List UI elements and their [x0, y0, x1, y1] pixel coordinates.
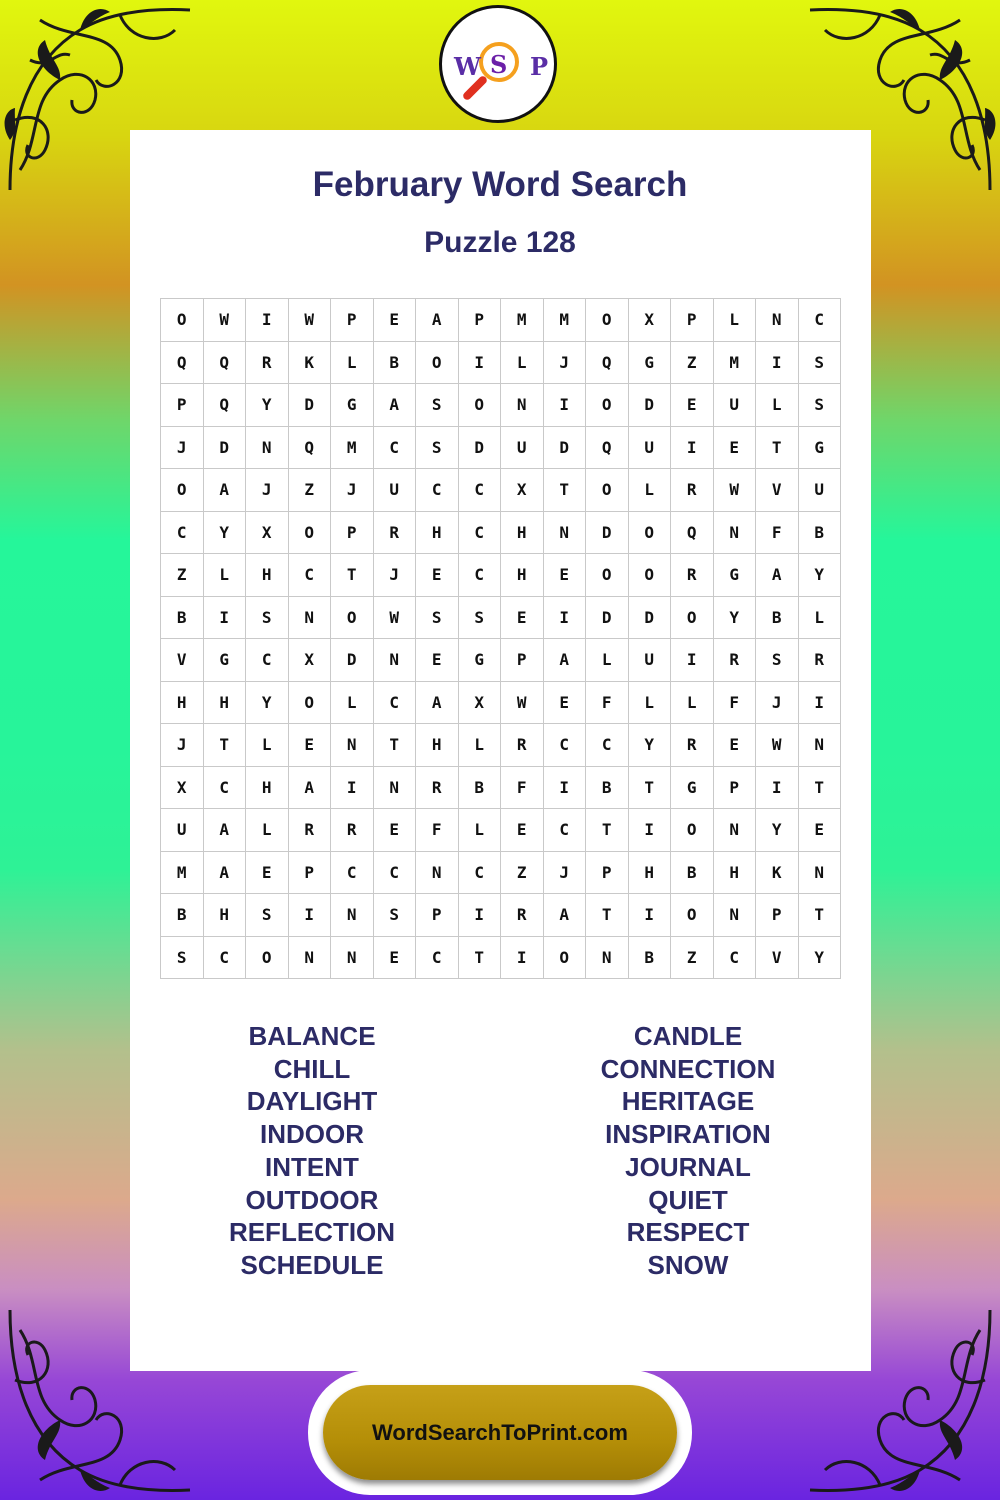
grid-cell[interactable]: O — [586, 469, 629, 512]
grid-cell[interactable]: H — [204, 682, 247, 725]
grid-cell[interactable]: H — [246, 554, 289, 597]
grid-cell[interactable]: R — [714, 639, 757, 682]
grid-cell[interactable]: I — [289, 894, 332, 937]
grid-cell[interactable]: R — [671, 724, 714, 767]
grid-cell[interactable]: O — [289, 682, 332, 725]
grid-cell[interactable]: D — [629, 384, 672, 427]
grid-cell[interactable]: R — [416, 767, 459, 810]
grid-cell[interactable]: L — [586, 639, 629, 682]
grid-cell[interactable]: J — [544, 342, 587, 385]
grid-cell[interactable]: L — [204, 554, 247, 597]
grid-cell[interactable]: M — [501, 299, 544, 342]
grid-cell[interactable]: Q — [289, 427, 332, 470]
word-list-item: BALANCE — [248, 1021, 376, 1051]
grid-cell[interactable]: H — [501, 554, 544, 597]
grid-cell[interactable]: O — [586, 299, 629, 342]
word-list-item: INDOOR — [260, 1119, 364, 1150]
grid-cell[interactable]: Y — [714, 597, 757, 640]
grid-cell[interactable]: R — [799, 639, 842, 682]
grid-cell[interactable]: X — [289, 639, 332, 682]
grid-cell[interactable]: G — [629, 342, 672, 385]
grid-cell[interactable]: I — [799, 682, 842, 725]
grid-cell[interactable]: P — [161, 384, 204, 427]
grid-cell[interactable]: Y — [204, 512, 247, 555]
grid-cell[interactable]: E — [374, 809, 417, 852]
grid-cell[interactable]: A — [204, 852, 247, 895]
grid-cell[interactable]: H — [501, 512, 544, 555]
grid-cell[interactable]: A — [416, 299, 459, 342]
grid-cell[interactable]: M — [544, 299, 587, 342]
grid-cell[interactable]: Q — [161, 342, 204, 385]
grid-cell[interactable]: C — [544, 724, 587, 767]
grid-cell[interactable]: U — [161, 809, 204, 852]
grid-cell[interactable]: E — [374, 299, 417, 342]
grid-cell[interactable]: N — [714, 894, 757, 937]
grid-cell[interactable]: J — [161, 724, 204, 767]
grid-cell[interactable]: T — [756, 427, 799, 470]
grid-cell[interactable]: M — [331, 427, 374, 470]
grid-cell[interactable]: N — [289, 937, 332, 980]
site-link-label: WordSearchToPrint.com — [372, 1419, 628, 1445]
grid-cell[interactable]: T — [629, 767, 672, 810]
grid-cell[interactable]: O — [671, 894, 714, 937]
logo-letter-p: P — [530, 52, 549, 81]
grid-cell[interactable]: B — [161, 597, 204, 640]
grid-cell[interactable]: P — [714, 767, 757, 810]
grid-cell[interactable]: G — [331, 384, 374, 427]
grid-cell[interactable]: I — [671, 427, 714, 470]
grid-cell[interactable]: I — [331, 767, 374, 810]
grid-cell[interactable]: X — [629, 299, 672, 342]
grid-cell[interactable]: P — [756, 894, 799, 937]
grid-cell[interactable]: C — [416, 937, 459, 980]
grid-cell[interactable]: N — [501, 384, 544, 427]
grid-cell[interactable]: I — [756, 342, 799, 385]
grid-cell[interactable]: R — [671, 469, 714, 512]
grid-cell[interactable]: T — [586, 894, 629, 937]
grid-cell[interactable]: P — [501, 639, 544, 682]
grid-cell[interactable]: W — [756, 724, 799, 767]
grid-cell[interactable]: F — [714, 682, 757, 725]
grid-cell[interactable]: N — [586, 937, 629, 980]
grid-cell[interactable]: A — [374, 384, 417, 427]
grid-cell[interactable]: X — [161, 767, 204, 810]
grid-cell[interactable]: Q — [671, 512, 714, 555]
grid-cell[interactable]: B — [756, 597, 799, 640]
grid-cell[interactable]: E — [501, 597, 544, 640]
grid-cell[interactable]: O — [161, 299, 204, 342]
grid-cell[interactable]: W — [289, 299, 332, 342]
grid-cell[interactable]: I — [671, 639, 714, 682]
grid-cell[interactable]: M — [161, 852, 204, 895]
grid-cell[interactable]: L — [714, 299, 757, 342]
grid-cell[interactable]: E — [799, 809, 842, 852]
grid-cell[interactable]: P — [289, 852, 332, 895]
grid-cell[interactable]: R — [331, 809, 374, 852]
logo-letter-w: W — [454, 52, 481, 81]
grid-cell[interactable]: F — [586, 682, 629, 725]
grid-cell[interactable]: I — [246, 299, 289, 342]
grid-cell[interactable]: S — [799, 384, 842, 427]
grid-cell[interactable]: R — [671, 554, 714, 597]
grid-cell[interactable]: A — [416, 682, 459, 725]
grid-cell[interactable]: Y — [799, 554, 842, 597]
grid-cell[interactable]: M — [714, 342, 757, 385]
grid-cell[interactable]: C — [714, 937, 757, 980]
grid-cell[interactable]: C — [459, 512, 502, 555]
grid-cell[interactable]: H — [416, 512, 459, 555]
grid-cell[interactable]: I — [629, 809, 672, 852]
grid-cell[interactable]: C — [416, 469, 459, 512]
grid-cell[interactable]: S — [246, 597, 289, 640]
grid-cell[interactable]: E — [544, 682, 587, 725]
grid-cell[interactable]: N — [416, 852, 459, 895]
grid-cell[interactable]: J — [374, 554, 417, 597]
grid-cell[interactable]: V — [756, 469, 799, 512]
grid-cell[interactable]: U — [374, 469, 417, 512]
grid-cell[interactable]: T — [586, 809, 629, 852]
grid-cell[interactable]: L — [246, 809, 289, 852]
grid-cell[interactable]: C — [204, 767, 247, 810]
grid-cell[interactable]: H — [204, 894, 247, 937]
grid-cell[interactable]: J — [161, 427, 204, 470]
grid-cell[interactable]: B — [586, 767, 629, 810]
grid-cell[interactable]: Z — [501, 852, 544, 895]
grid-cell[interactable]: T — [799, 894, 842, 937]
grid-cell[interactable]: H — [629, 852, 672, 895]
grid-cell[interactable]: T — [544, 469, 587, 512]
word-list-item: REFLECTION — [228, 1217, 396, 1248]
grid-cell[interactable]: G — [799, 427, 842, 470]
grid-cell[interactable]: C — [374, 682, 417, 725]
grid-cell[interactable]: D — [289, 384, 332, 427]
grid-cell[interactable]: D — [459, 427, 502, 470]
grid-cell[interactable]: W — [501, 682, 544, 725]
grid-cell[interactable]: I — [544, 384, 587, 427]
grid-cell[interactable]: Y — [246, 682, 289, 725]
grid-cell[interactable]: T — [204, 724, 247, 767]
page-title: February Word Search — [312, 165, 688, 204]
grid-cell[interactable]: Q — [204, 384, 247, 427]
grid-cell[interactable]: S — [416, 384, 459, 427]
grid-cell[interactable]: S — [246, 894, 289, 937]
grid-cell[interactable]: B — [374, 342, 417, 385]
grid-cell[interactable]: Q — [586, 427, 629, 470]
grid-cell[interactable]: O — [544, 937, 587, 980]
grid-cell[interactable]: D — [544, 427, 587, 470]
grid-cell[interactable]: L — [331, 342, 374, 385]
grid-cell[interactable]: D — [586, 597, 629, 640]
grid-cell[interactable]: O — [161, 469, 204, 512]
grid-cell[interactable]: U — [799, 469, 842, 512]
grid-cell[interactable]: N — [331, 937, 374, 980]
grid-cell[interactable]: F — [501, 767, 544, 810]
grid-cell[interactable]: O — [289, 512, 332, 555]
grid-cell[interactable]: E — [671, 384, 714, 427]
grid-cell[interactable]: E — [246, 852, 289, 895]
grid-cell[interactable]: O — [671, 809, 714, 852]
grid-cell[interactable]: Q — [204, 342, 247, 385]
grid-cell[interactable]: J — [246, 469, 289, 512]
word-list-item: CANDLE — [633, 1021, 743, 1051]
grid-cell[interactable]: J — [331, 469, 374, 512]
grid-cell[interactable]: S — [374, 894, 417, 937]
grid-cell[interactable]: C — [204, 937, 247, 980]
grid-cell[interactable]: C — [586, 724, 629, 767]
grid-cell[interactable]: F — [756, 512, 799, 555]
grid-cell[interactable]: G — [714, 554, 757, 597]
grid-cell[interactable]: L — [331, 682, 374, 725]
grid-cell[interactable]: O — [246, 937, 289, 980]
grid-cell[interactable]: N — [714, 809, 757, 852]
grid-cell[interactable]: E — [416, 554, 459, 597]
grid-cell[interactable]: O — [586, 384, 629, 427]
grid-cell[interactable]: F — [416, 809, 459, 852]
grid-cell[interactable]: G — [671, 767, 714, 810]
grid-cell[interactable]: A — [544, 639, 587, 682]
grid-cell[interactable]: B — [161, 894, 204, 937]
grid-cell[interactable]: Y — [629, 724, 672, 767]
grid-cell[interactable]: H — [416, 724, 459, 767]
grid-cell[interactable]: I — [544, 597, 587, 640]
grid-cell[interactable]: I — [544, 767, 587, 810]
grid-cell[interactable]: L — [671, 682, 714, 725]
grid-cell[interactable]: N — [374, 639, 417, 682]
grid-cell[interactable]: I — [756, 767, 799, 810]
grid-cell[interactable]: I — [459, 342, 502, 385]
grid-cell[interactable]: H — [161, 682, 204, 725]
grid-cell[interactable]: T — [799, 767, 842, 810]
grid-cell[interactable]: B — [671, 852, 714, 895]
grid-cell[interactable]: N — [799, 724, 842, 767]
grid-cell[interactable]: Y — [756, 809, 799, 852]
grid-cell[interactable]: E — [714, 724, 757, 767]
grid-cell[interactable]: O — [629, 512, 672, 555]
grid-cell[interactable]: L — [629, 682, 672, 725]
grid-cell[interactable]: B — [459, 767, 502, 810]
word-list-item: CHILL — [273, 1053, 351, 1084]
grid-cell[interactable]: S — [799, 342, 842, 385]
puzzle-number: Puzzle 128 — [424, 226, 576, 259]
site-link-button[interactable] — [323, 1385, 677, 1480]
word-list-left — [162, 1020, 462, 1282]
word-list-item: INTENT — [265, 1151, 359, 1182]
grid-cell[interactable]: D — [586, 512, 629, 555]
grid-cell[interactable]: R — [374, 512, 417, 555]
grid-cell[interactable]: L — [459, 809, 502, 852]
grid-cell[interactable]: E — [714, 427, 757, 470]
grid-cell[interactable]: A — [544, 894, 587, 937]
grid-cell[interactable]: O — [331, 597, 374, 640]
word-list-item: DAYLIGHT — [246, 1086, 378, 1117]
grid-cell[interactable]: Y — [799, 937, 842, 980]
grid-cell[interactable]: N — [331, 894, 374, 937]
grid-cell[interactable]: E — [416, 639, 459, 682]
grid-cell[interactable]: N — [714, 512, 757, 555]
grid-cell[interactable]: S — [459, 597, 502, 640]
grid-cell[interactable]: L — [459, 724, 502, 767]
grid-cell[interactable]: Z — [671, 937, 714, 980]
grid-cell[interactable]: I — [459, 894, 502, 937]
word-list-right — [538, 1020, 838, 1282]
grid-cell[interactable]: R — [501, 894, 544, 937]
grid-cell[interactable]: E — [374, 937, 417, 980]
grid-cell[interactable]: A — [204, 809, 247, 852]
logo-letter-s: S — [490, 50, 508, 79]
grid-cell[interactable]: P — [459, 299, 502, 342]
grid-cell[interactable]: B — [799, 512, 842, 555]
grid-cell[interactable]: C — [799, 299, 842, 342]
grid-cell[interactable]: I — [501, 937, 544, 980]
grid-cell[interactable]: B — [629, 937, 672, 980]
grid-cell[interactable]: N — [544, 512, 587, 555]
grid-cell[interactable]: C — [161, 512, 204, 555]
grid-cell[interactable]: L — [799, 597, 842, 640]
grid-cell[interactable]: P — [416, 894, 459, 937]
grid-cell[interactable]: R — [246, 342, 289, 385]
grid-cell[interactable]: C — [374, 852, 417, 895]
grid-cell[interactable]: W — [374, 597, 417, 640]
grid-cell[interactable]: C — [459, 469, 502, 512]
grid-cell[interactable]: N — [756, 299, 799, 342]
grid-cell[interactable]: N — [374, 767, 417, 810]
grid-cell[interactable]: S — [416, 597, 459, 640]
grid-cell[interactable]: Z — [161, 554, 204, 597]
grid-cell[interactable]: S — [161, 937, 204, 980]
grid-cell[interactable]: W — [714, 469, 757, 512]
grid-cell[interactable]: I — [204, 597, 247, 640]
word-list-item: QUIET — [648, 1184, 728, 1215]
grid-cell[interactable]: O — [586, 554, 629, 597]
grid-cell[interactable]: N — [246, 427, 289, 470]
grid-cell[interactable]: N — [289, 597, 332, 640]
grid-cell[interactable]: N — [799, 852, 842, 895]
grid-cell[interactable]: X — [246, 512, 289, 555]
grid-cell[interactable]: V — [756, 937, 799, 980]
grid-cell[interactable]: A — [204, 469, 247, 512]
grid-cell[interactable]: N — [331, 724, 374, 767]
grid-cell[interactable]: S — [416, 427, 459, 470]
grid-cell[interactable]: U — [629, 639, 672, 682]
grid-cell[interactable]: X — [459, 682, 502, 725]
grid-cell[interactable]: P — [331, 512, 374, 555]
grid-cell[interactable]: A — [756, 554, 799, 597]
word-list-item: RESPECT — [626, 1217, 750, 1248]
grid-cell[interactable]: Z — [671, 342, 714, 385]
grid-cell[interactable]: C — [246, 639, 289, 682]
site-logo[interactable] — [439, 5, 557, 123]
grid-cell[interactable]: Z — [289, 469, 332, 512]
grid-cell[interactable]: U — [501, 427, 544, 470]
grid-cell[interactable]: K — [289, 342, 332, 385]
grid-cell[interactable]: L — [629, 469, 672, 512]
grid-cell[interactable]: L — [756, 384, 799, 427]
grid-cell[interactable]: R — [501, 724, 544, 767]
grid-cell[interactable]: C — [544, 809, 587, 852]
grid-cell[interactable]: Q — [586, 342, 629, 385]
grid-cell[interactable]: P — [671, 299, 714, 342]
grid-cell[interactable]: V — [161, 639, 204, 682]
grid-cell[interactable]: T — [459, 937, 502, 980]
grid-cell[interactable]: G — [204, 639, 247, 682]
grid-cell[interactable]: D — [331, 639, 374, 682]
word-list-item: INSPIRATION — [605, 1119, 771, 1150]
grid-cell[interactable]: C — [459, 852, 502, 895]
grid-cell[interactable]: P — [586, 852, 629, 895]
grid-cell[interactable]: U — [629, 427, 672, 470]
grid-cell[interactable]: X — [501, 469, 544, 512]
grid-cell[interactable]: L — [246, 724, 289, 767]
word-list-item: SNOW — [647, 1249, 729, 1280]
grid-cell[interactable]: I — [629, 894, 672, 937]
grid-cell[interactable]: D — [204, 427, 247, 470]
grid-cell[interactable]: O — [459, 384, 502, 427]
grid-cell[interactable]: J — [756, 682, 799, 725]
letter-grid[interactable] — [160, 298, 841, 979]
grid-cell[interactable]: C — [459, 554, 502, 597]
grid-cell[interactable]: G — [459, 639, 502, 682]
grid-cell[interactable]: Y — [246, 384, 289, 427]
word-list-item: JOURNAL — [625, 1151, 751, 1182]
grid-cell[interactable]: H — [714, 852, 757, 895]
grid-cell[interactable]: W — [204, 299, 247, 342]
grid-cell[interactable]: D — [629, 597, 672, 640]
grid-cell[interactable]: J — [544, 852, 587, 895]
grid-cell[interactable]: E — [501, 809, 544, 852]
grid-cell[interactable]: O — [671, 597, 714, 640]
grid-cell[interactable]: C — [374, 427, 417, 470]
grid-cell[interactable]: C — [331, 852, 374, 895]
grid-cell[interactable]: T — [331, 554, 374, 597]
grid-cell[interactable]: O — [416, 342, 459, 385]
grid-cell[interactable]: K — [756, 852, 799, 895]
word-list-item: CONNECTION — [600, 1053, 776, 1084]
word-list-item: OUTDOOR — [245, 1184, 379, 1215]
word-list-item: SCHEDULE — [240, 1249, 384, 1280]
grid-cell[interactable]: E — [289, 724, 332, 767]
grid-cell[interactable]: L — [501, 342, 544, 385]
grid-cell[interactable]: P — [331, 299, 374, 342]
grid-cell[interactable]: T — [374, 724, 417, 767]
grid-cell[interactable]: U — [714, 384, 757, 427]
grid-cell[interactable]: E — [544, 554, 587, 597]
grid-cell[interactable]: C — [289, 554, 332, 597]
grid-cell[interactable]: A — [289, 767, 332, 810]
grid-cell[interactable]: S — [756, 639, 799, 682]
grid-cell[interactable]: R — [289, 809, 332, 852]
grid-cell[interactable]: H — [246, 767, 289, 810]
word-list-item: HERITAGE — [621, 1086, 755, 1117]
grid-cell[interactable]: O — [629, 554, 672, 597]
